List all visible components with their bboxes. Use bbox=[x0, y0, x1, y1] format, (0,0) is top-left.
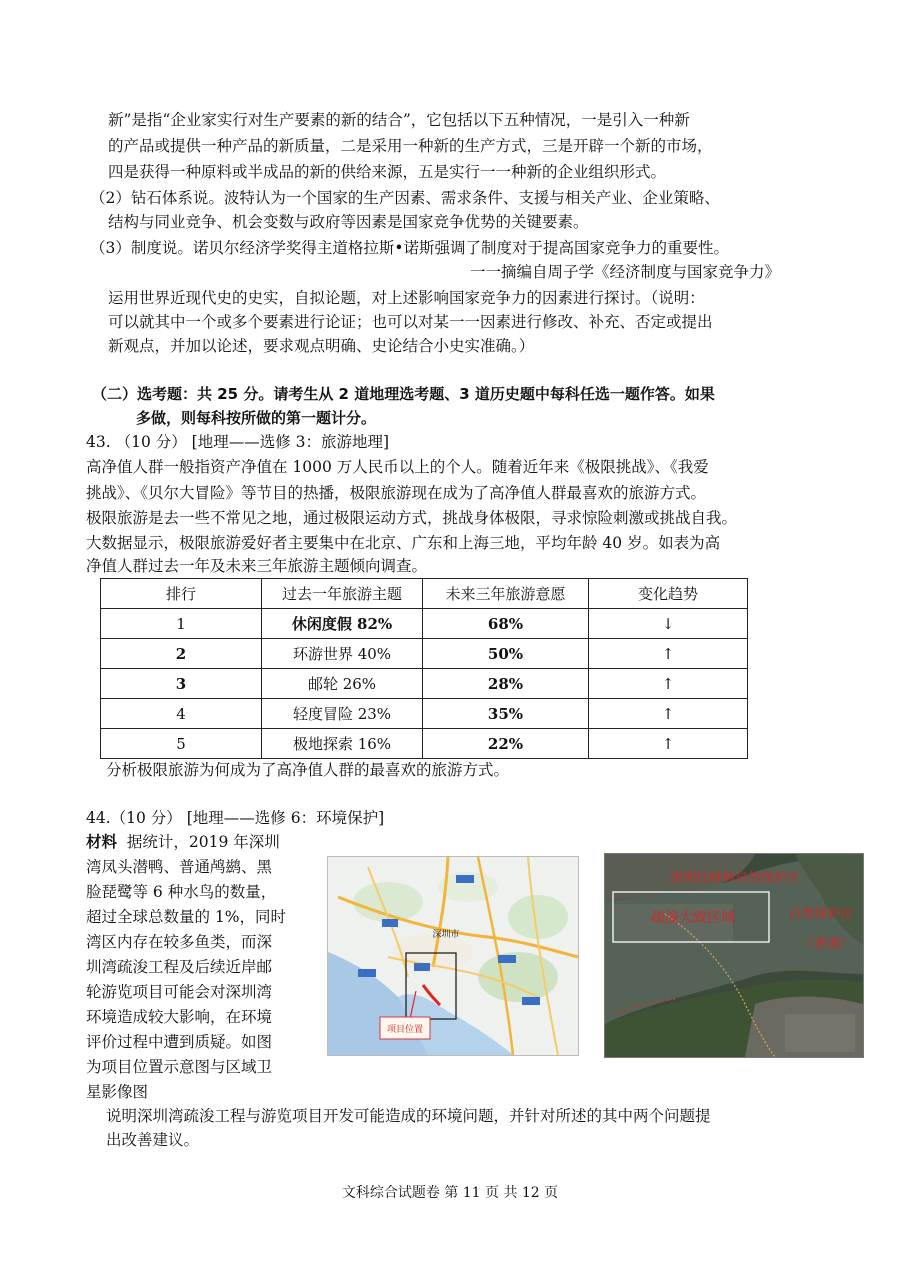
section2-line-1: （二）选考题：共 25 分。请考生从 2 道地理选考题、3 道历史题中每科任选一题作答。如果 bbox=[92, 385, 715, 403]
q44-question-line-2: 出改善建议。 bbox=[106, 1131, 200, 1149]
rank-cell: 4 bbox=[101, 699, 262, 729]
nature-reserve-label: 自然保护区 bbox=[788, 907, 854, 922]
dredging-area-label: 疏浚大致区域 bbox=[651, 910, 735, 926]
table-row bbox=[101, 639, 748, 669]
rank-cell: 5 bbox=[101, 729, 262, 759]
header-trend: 变化趋势 bbox=[589, 579, 748, 609]
task-line-3: 新观点，并加以论述，要求观点明确、史论结合小史实准确。） bbox=[108, 337, 535, 355]
point2-line-2: 结构与同业竞争、机会变数与政府等因素是国家竞争优势的关键要素。 bbox=[108, 213, 589, 231]
q44-material-line-5: 湾区内存在较多鱼类，而深 bbox=[86, 933, 273, 951]
rank-cell: 2 bbox=[101, 639, 262, 669]
rank-cell: 3 bbox=[101, 669, 262, 699]
table-row bbox=[101, 609, 748, 639]
q43-question: 分析极限旅游为何成为了高净值人群的最喜欢的旅游方式。 bbox=[106, 761, 510, 779]
future-cell: 28% bbox=[423, 669, 589, 699]
q44-material-line-7: 轮游览项目可能会对深圳湾 bbox=[86, 983, 273, 1001]
theme-cell: 环游世界 40% bbox=[262, 639, 423, 669]
point3-line: （3）制度说。诺贝尔经济学奖得主道格拉斯•诺斯强调了制度对于提高国家竞争力的重要性。 bbox=[90, 239, 730, 257]
q44-material-line-10: 为项目位置示意图与区域卫 bbox=[86, 1058, 273, 1076]
q44-material-line-11: 星影像图 bbox=[86, 1083, 149, 1101]
material-text: 据统计，2019 年深圳 bbox=[126, 833, 280, 851]
future-cell: 35% bbox=[423, 699, 589, 729]
project-location-map bbox=[327, 856, 579, 1056]
project-location-label: 项目位置 bbox=[386, 1025, 424, 1035]
page-footer: 文科综合试题卷 第 11 页 共 12 页 bbox=[341, 1185, 559, 1201]
future-cell: 68% bbox=[423, 609, 589, 639]
source-citation: 一一摘编自周子学《经济制度与国家竞争力》 bbox=[470, 263, 781, 281]
intro-line-3: 四是获得一种原料或半成品的新的供给来源，五是实行一一种新的企业组织形式。 bbox=[108, 163, 667, 181]
travel-theme-table bbox=[100, 578, 748, 759]
q44-material-line-3: 脸琵鹭等 6 种水鸟的数量， bbox=[86, 883, 277, 901]
point2-line-1: （2）钻石体系说。波特认为一个国家的生产因素、需求条件、支援与相关产业、企业策略、 bbox=[90, 189, 720, 207]
table-row bbox=[101, 699, 748, 729]
trend-cell: ↑ bbox=[589, 699, 748, 729]
trend-cell: ↑ bbox=[589, 729, 748, 759]
q44-header: 44.（10 分） [地理——选修 6：环境保护] bbox=[86, 809, 385, 827]
trend-cell: ↑ bbox=[589, 639, 748, 669]
intro-line-1: 新”是指“企业家实行对生产要素的新的结合”，它包括以下五种情况，一是引入一种新 bbox=[108, 111, 690, 129]
section2-line-2: 多做，则每科按所做的第一题计分。 bbox=[136, 409, 377, 427]
satellite-image-map bbox=[604, 853, 864, 1058]
header-future-intent: 未来三年旅游意愿 bbox=[423, 579, 589, 609]
q43-line-2: 挑战》、《贝尔大冒险》等节目的热播，极限旅游现在成为了高净值人群最喜欢的旅游方式。 bbox=[86, 484, 707, 502]
intro-line-2: 的产品或提供一种产品的新质量，二是采用一种新的生产方式，三是开辟一个新的市场， bbox=[108, 137, 713, 155]
q44-material-line-6: 圳湾疏浚工程及后续近岸邮 bbox=[86, 958, 273, 976]
trend-cell: ↓ bbox=[589, 609, 748, 639]
future-cell: 50% bbox=[423, 639, 589, 669]
table-header-row bbox=[101, 579, 748, 609]
q44-material-line-2: 湾凤头潜鸭、普通鸬鹚、黑 bbox=[86, 858, 273, 876]
future-cell: 22% bbox=[423, 729, 589, 759]
city-label: 深圳市 bbox=[432, 930, 460, 940]
task-line-2: 可以就其中一个或多个要素进行论证；也可以对某一一因素进行修改、补充、否定或提出 bbox=[108, 313, 713, 331]
q44-material-line-8: 环境造成较大影响，在环境 bbox=[86, 1008, 273, 1026]
q43-line-3: 极限旅游是去一些不常见之地，通过极限运动方式，挑战身体极限，寻求惊险刺激或挑战自我。 bbox=[86, 509, 738, 527]
trend-cell: ↑ bbox=[589, 669, 748, 699]
theme-cell: 休闲度假 82% bbox=[262, 609, 423, 639]
q43-line-5: 净值人群过去一年及未来三年旅游主题倾向调查。 bbox=[86, 557, 428, 575]
q43-line-1: 高净值人群一般指资产净值在 1000 万人民币以上的个人。随着近年来《极限挑战》、《我爱 bbox=[86, 458, 709, 476]
task-line-1: 运用世界近现代史的史实，自拟论题，对上述影响国家竞争力的因素进行探讨。（说明： bbox=[108, 289, 705, 307]
rank-cell: 1 bbox=[101, 609, 262, 639]
header-rank: 排行 bbox=[101, 579, 262, 609]
theme-cell: 极地探索 16% bbox=[262, 729, 423, 759]
q44-question-line-1: 说明深圳湾疏浚工程与游览项目开发可能造成的环境问题，并针对所述的其中两个问题提 bbox=[106, 1107, 711, 1125]
table-row bbox=[101, 729, 748, 759]
q44-material-line-1 bbox=[86, 830, 280, 854]
q44-material-line-9: 评价过程中遭到质疑。如图 bbox=[86, 1033, 273, 1051]
header-past-theme: 过去一年旅游主题 bbox=[262, 579, 423, 609]
theme-cell: 邮轮 26% bbox=[262, 669, 423, 699]
q44-material-line-4: 超过全球总数量的 1%，同时 bbox=[86, 908, 287, 926]
q43-header: 43. （10 分） [地理——选修 3：旅游地理] bbox=[86, 433, 390, 451]
hongkong-label: （香港） bbox=[800, 937, 854, 952]
theme-cell: 轻度冒险 23% bbox=[262, 699, 423, 729]
q43-line-4: 大数据显示，极限旅游爱好者主要集中在北京、广东和上海三地，平均年龄 40 岁。如表为高 bbox=[86, 534, 721, 552]
table-row bbox=[101, 669, 748, 699]
material-label: 材料 bbox=[86, 832, 118, 851]
mangrove-reserve-label: 深圳红树林自然保护区 bbox=[669, 871, 801, 886]
